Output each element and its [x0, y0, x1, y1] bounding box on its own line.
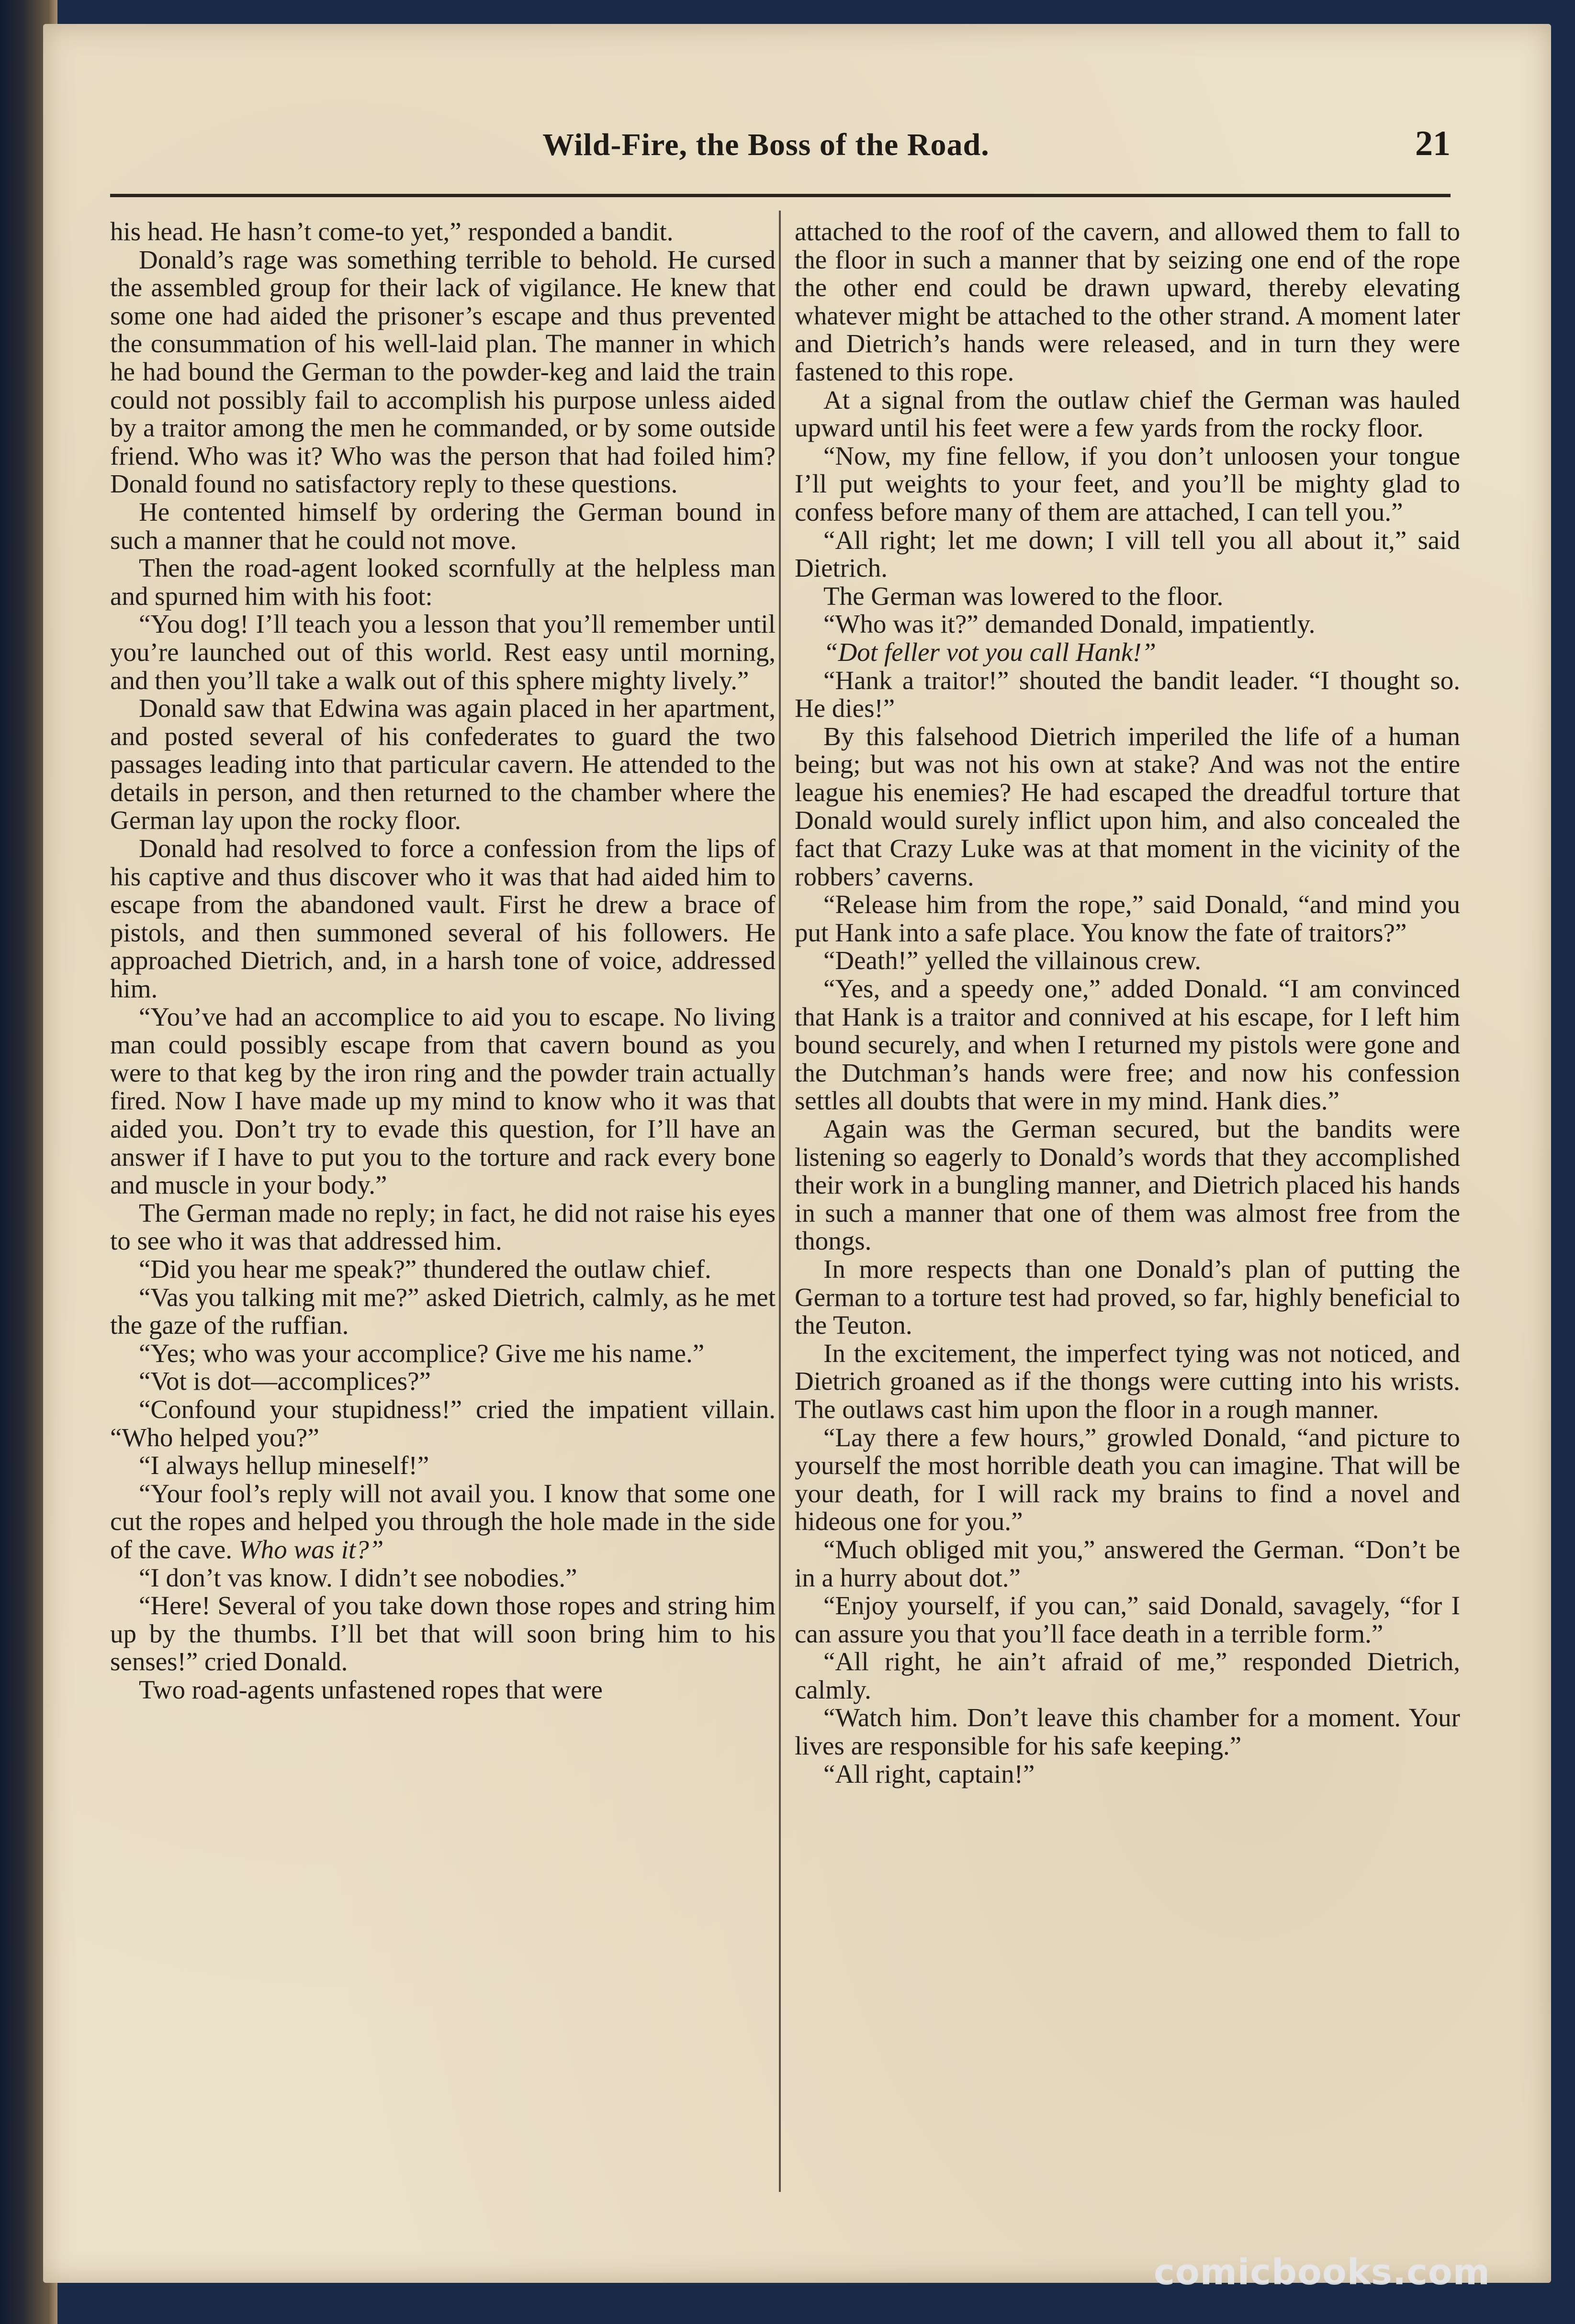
paragraph: “Confound your stupidness!” cried the impatient villain. “Who helped you?” [110, 1394, 776, 1452]
left-column [110, 218, 776, 1704]
paragraph: “You dog! I’ll teach you a lesson that you’ll remember until you’re launched out of this world. Rest easy until morning, and then you’ll take a walk out of this sphere mighty lively.” [110, 609, 776, 695]
paragraph: Two road-agents unfastened ropes that were [139, 1675, 603, 1704]
paragraph: The German was lowered to the floor. [823, 581, 1224, 611]
paragraph: “Lay there a few hours,” growled Donald, “and picture to yourself the most horrible death you can imagine. That will be your death, for I will rack my brains to find a novel and hideous one for you.” [795, 1422, 1460, 1536]
paragraph: Donald saw that Edwina was again placed in her apartment, and posted several of his confederates to guard the two passages leading into that particular cavern. He attended to the details in person, and then returned to the chamber where the German lay upon the rocky floor. [110, 693, 776, 835]
italic-question: Who was it?” [238, 1534, 384, 1564]
paragraph: “All right, captain!” [823, 1759, 1035, 1788]
paragraph: “Yes, and a speedy one,” added Donald. “I am convinced that Hank is a traitor and connived at his escape, for I left him bound securely, and when I returned my pistols were gone and the Dutchman’s hands were free; and now his confession settles all doubts that were in my mind. Hank dies.” [795, 974, 1460, 1116]
paragraph: “Now, my fine fellow, if you don’t unloosen your tongue I’ll put weights to your feet, and you’ll be mighty glad to confess before many of them are attached, I can tell you.” [795, 441, 1460, 526]
paragraph: “Vot is dot—accomplices?” [139, 1366, 431, 1396]
paragraph: “Enjoy yourself, if you can,” said Donald, savagely, “for I can assure you that you’ll face death in a terrible form.” [795, 1591, 1460, 1648]
paragraph: “Much obliged mit you,” answered the German. “Don’t be in a hurry about dot.” [795, 1534, 1460, 1592]
paragraph: “All right; let me down; I vill tell you all about it,” said Dietrich. [795, 525, 1460, 583]
paragraph-with-italic [110, 1480, 776, 1564]
paragraph: “Hank a traitor!” shouted the bandit leader. “I thought so. He dies!” [795, 665, 1460, 723]
paragraph: “Did you hear me speak?” thundered the outlaw chief. [139, 1254, 711, 1284]
paragraph: In the excitement, the imperfect tying was not noticed, and Dietrich groaned as if the thongs were cutting into his wrists. The outlaws cast him upon the floor in a rough manner. [795, 1338, 1460, 1424]
paragraph: his head. He hasn’t come-to yet,” responded a bandit. [110, 217, 674, 246]
paragraph: “I don’t vas know. I didn’t see nobodies.” [139, 1563, 577, 1592]
paragraph-text: “Your fool’s reply will not avail you. I know that some one cut the ropes and helped you through the hole made in the side of the cave. [110, 1478, 776, 1564]
paragraph: At a signal from the outlaw chief the German was hauled upward until his feet were a few yards from the rocky floor. [795, 385, 1460, 443]
paragraph: Donald had resolved to force a confession from the lips of his captive and thus discover who it was that had aided him to escape from the abandoned vault. First he drew a brace of pistols, and then summoned several of his followers. He approached Dietrich, and, in a harsh tone of voice, addressed him. [110, 834, 776, 1004]
running-head-title: Wild-Fire, the Boss of the Road. [542, 127, 990, 162]
paragraph: “Watch him. Don’t leave this chamber for a moment. Your lives are responsible for his safe keeping.” [795, 1703, 1460, 1761]
italic-quote: “Dot feller vot you call Hank!” [823, 637, 1157, 667]
paragraph: Then the road-agent looked scornfully at the helpless man and spurned him with his foot: [110, 553, 776, 611]
paragraph: “Release him from the rope,” said Donald, “and mind you put Hank into a safe place. You know the fate of traitors?” [795, 890, 1460, 947]
paragraph: “I always hellup mineself!” [139, 1451, 429, 1480]
page-number: 21 [1415, 124, 1451, 163]
paragraph: By this falsehood Dietrich imperiled the life of a human being; but was not his own at stake? And was not the entire league his enemies? He had escaped the dreadful torture that Donald would surely inflict upon him, and also concealed the fact that Crazy Luke was at that moment in the vicinity of the robbers’ caverns. [795, 721, 1460, 891]
paragraph: “Who was it?” demanded Donald, impatiently. [823, 609, 1316, 639]
paragraph: “Yes; who was your accomplice? Give me his name.” [139, 1338, 705, 1368]
paragraph: He contented himself by ordering the German bound in such a manner that he could not move. [110, 497, 776, 555]
paragraph: The German made no reply; in fact, he did not raise his eyes to see who it was that addressed him. [110, 1198, 776, 1256]
paragraph: “Death!” yelled the villainous crew. [823, 946, 1202, 975]
paragraph: Again was the German secured, but the bandits were listening so eagerly to Donald’s words that they accomplished their work in a bungling manner, and Dietrich placed his hands in such a manner that one of them was almost free from the thongs. [795, 1114, 1460, 1256]
paragraph: In more respects than one Donald’s plan of putting the German to a torture test had proved, so far, highly beneficial to the Teuton. [795, 1254, 1460, 1340]
site-watermark: comicbooks.com [1154, 2252, 1490, 2293]
paragraph: “Here! Several of you take down those ropes and string him up by the thumbs. I’ll bet that will soon bring him to his senses!” cried Donald. [110, 1591, 776, 1676]
column-divider [779, 211, 781, 2192]
header-rule [110, 194, 1451, 197]
paragraph-italic [795, 638, 1460, 667]
paragraph: “You’ve had an accomplice to aid you to escape. No living man could possibly escape from that cavern bound as you were to that keg by the iron ring and the powder train actually fired. Now I have made up my mind to know who it was that aided you. Don’t try to evade this question, for I’ll have an answer if I have to put you to the torture and rack every bone and muscle in your body.” [110, 1002, 776, 1200]
paragraph: “Vas you talking mit me?” asked Dietrich, calmly, as he met the gaze of the ruffian. [110, 1282, 776, 1340]
paragraph: Donald’s rage was something terrible to behold. He cursed the assembled group for their lack of vigilance. He knew that some one had aided the prisoner’s escape and thus prevented the consummation of his well-laid plan. The manner in which he had bound the German to the powder-keg and laid the train could not possibly fail to accomplish his purpose unless aided by a traitor among the men he commanded, or by some outside friend. Who was it? Who was the person that had foiled him? Donald found no satisfactory reply to these questions. [110, 245, 776, 499]
paragraph: “All right, he ain’t afraid of me,” responded Dietrich, calmly. [795, 1647, 1460, 1704]
right-column [795, 218, 1460, 1788]
paragraph: attached to the roof of the cavern, and allowed them to fall to the floor in such a manner that by seizing one end of the rope the other end could be drawn upward, thereby elevating whatever might be attached to the other strand. A moment later and Dietrich’s hands were released, and in turn they were fastened to this rope. [795, 217, 1460, 386]
